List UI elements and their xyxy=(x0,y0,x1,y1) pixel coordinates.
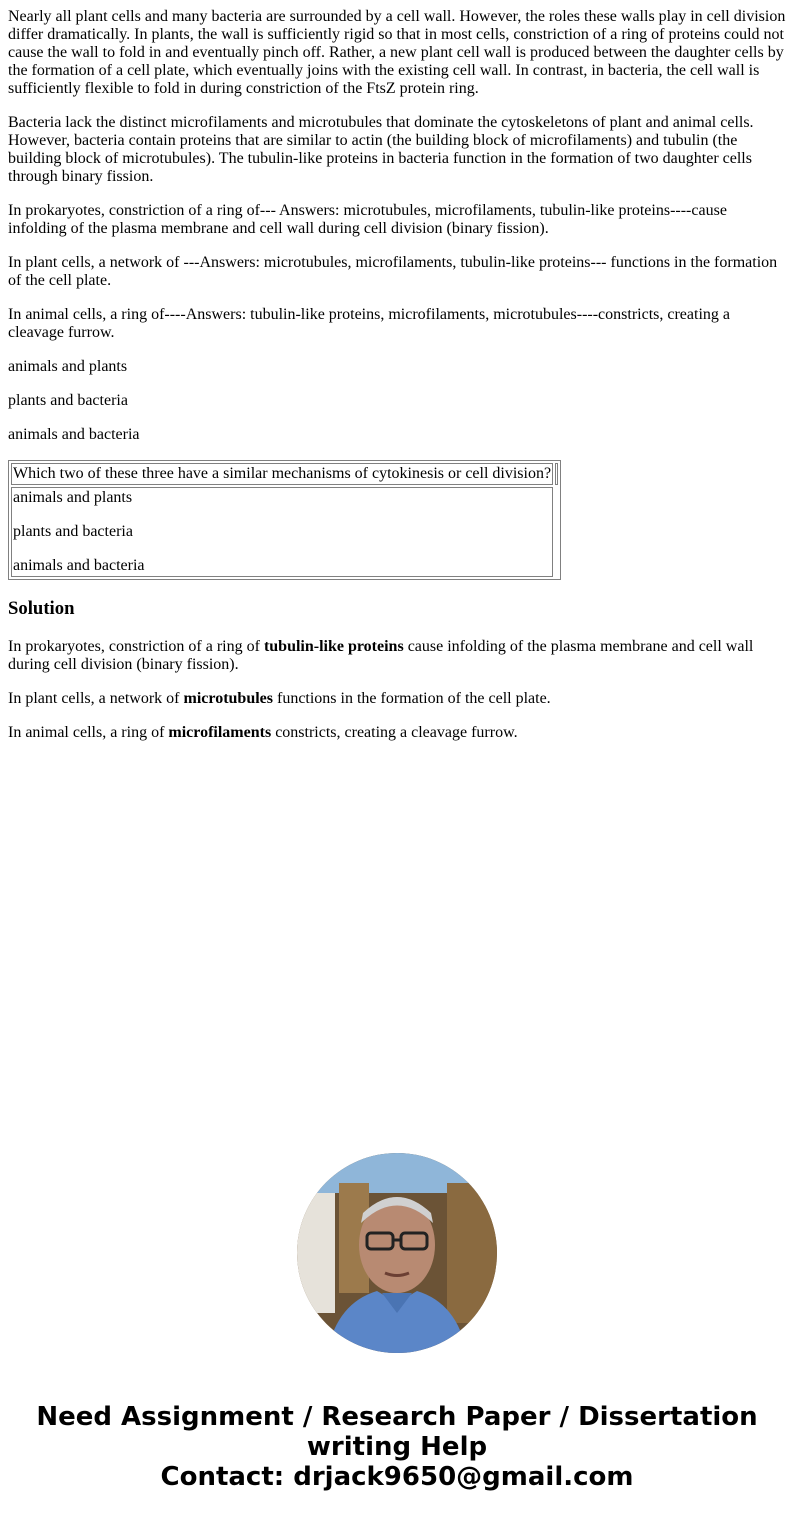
table-option: animals and bacteria xyxy=(13,557,145,574)
question-table xyxy=(8,460,561,580)
call-to-action xyxy=(0,1402,794,1492)
option-plants-bacteria: plants and bacteria xyxy=(8,392,128,409)
question-prokaryotes: In prokaryotes, constriction of a ring of--- Answers: microtubules, microfilaments, tubulin-like proteins----cause infolding of the plasma membrane and cell wall during cell division (binary fission). xyxy=(8,202,727,237)
solution-line-prokaryotes: In prokaryotes, constriction of a ring of tubulin-like proteins cause infolding of the plasma membrane and cell wall during cell division (binary fission). xyxy=(8,638,754,673)
intro-paragraph-2: Bacteria lack the distinct microfilaments and microtubules that dominate the cytoskeletons of plant and animal cells. However, bacteria contain proteins that are similar to actin (the building block of microfilaments) and tubulin (the building block of microtubules). The tubulin-like proteins in bacteria function in the formation of two daughter cells through binary fission. xyxy=(8,114,754,185)
document-content xyxy=(8,8,786,758)
solution-line-animal: In animal cells, a ring of microfilaments constricts, creating a cleavage furrow. xyxy=(8,724,518,741)
intro-paragraph-1: Nearly all plant cells and many bacteria are surrounded by a cell wall. However, the roles these walls play in cell division differ dramatically. In plants, the wall is sufficiently rigid so that in most cells, constriction of a ring of proteins could not cause the wall to fold in and eventually pinch off. Rather, a new plant cell wall is produced between the daughter cells by the formation of a cell plate, which eventually joins with the existing cell wall. In contrast, in bacteria, the cell wall is sufficiently flexible to fold in during constriction of the FtsZ protein ring. xyxy=(8,8,786,97)
table-options-cell xyxy=(11,487,553,577)
portrait-illustration xyxy=(297,1153,497,1353)
cta-contact: Contact: drjack9650@gmail.com xyxy=(160,1462,634,1492)
table-option: animals and plants xyxy=(13,489,133,506)
solution-heading: Solution xyxy=(8,598,75,619)
option-animals-bacteria: animals and bacteria xyxy=(8,426,140,443)
cta-line-1: Need Assignment / Research Paper / Dissertation xyxy=(36,1402,758,1432)
table-question-cell: Which two of these three have a similar mechanisms of cytokinesis or cell division? xyxy=(11,463,553,485)
author-photo xyxy=(297,1153,497,1353)
cta-line-2: writing Help xyxy=(306,1432,488,1462)
question-plant-cells: In plant cells, a network of ---Answers: microtubules, microfilaments, tubulin-like proteins--- functions in the formation of the cell plate. xyxy=(8,254,778,289)
solution-line-plant: In plant cells, a network of microtubules functions in the formation of the cell plate. xyxy=(8,690,551,707)
table-empty-cell xyxy=(555,463,558,485)
table-option: plants and bacteria xyxy=(13,523,133,540)
question-animal-cells: In animal cells, a ring of----Answers: tubulin-like proteins, microfilaments, microtubules----constricts, creating a cleavage furrow. xyxy=(8,306,730,341)
option-animals-plants: animals and plants xyxy=(8,358,128,375)
